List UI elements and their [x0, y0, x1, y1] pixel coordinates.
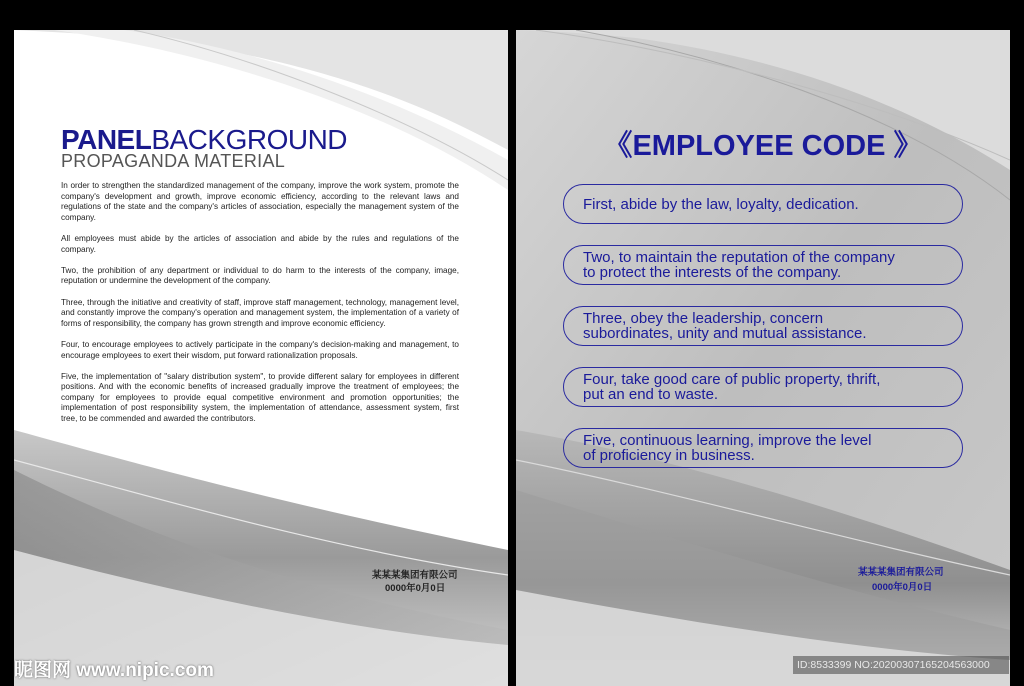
paragraph: Three, through the initiative and creativity of staff, improve staff management, technology, management level, and constantly improve the company's operation and management system, the implementation of a variety of forms of responsibility, the company has grown strength and improve economic efficiency.	[61, 297, 459, 328]
code-line-2: of proficiency in business.	[583, 447, 755, 464]
date-text: 0000年0月0日	[385, 583, 446, 594]
paragraph: Two, the prohibition of any department or individual to do harm to the interests of the company, image, reputation or undermine the development of the company.	[61, 265, 459, 286]
panel-title-rest: BACKGROUND	[151, 124, 348, 155]
right-panel	[516, 30, 1010, 686]
code-item	[563, 306, 963, 346]
company-name: 某某某集团有限公司	[372, 570, 458, 581]
code-item	[563, 184, 963, 224]
code-line-1: Five, continuous learning, improve the level	[583, 432, 872, 449]
code-line-1: Four, take good care of public property, thrift,	[583, 371, 881, 388]
company-name: 某某某集团有限公司	[858, 567, 944, 578]
site-watermark: 昵图网 www.nipic.com	[14, 660, 214, 681]
left-panel	[14, 30, 508, 686]
body-text	[61, 181, 459, 435]
panel-subtitle: PROPAGANDA MATERIAL	[61, 151, 286, 171]
code-item	[563, 367, 963, 407]
panel-title-bold: PANEL	[61, 124, 152, 155]
date-text: 0000年0月0日	[872, 582, 933, 593]
paragraph: All employees must abide by the articles of association and abide by the rules and regulations of the company.	[61, 233, 459, 254]
code-line-1: Three, obey the leadership, concern	[583, 310, 824, 327]
code-line-1: First, abide by the law, loyalty, dedication.	[583, 195, 859, 213]
code-line-2: put an end to waste.	[583, 386, 719, 403]
code-item	[563, 428, 963, 468]
paragraph: Five, the implementation of "salary distribution system", to provide different salary for employees in different positions. And with the economic benefits of increased gradually improve the treatment of employees; the company for employees to provide equal competitive environment and promotion opportunities; the implementation of post responsibility system, the implementation of attendance, assessment system, first tree, to be commended and awarded the contributors.	[61, 371, 459, 424]
code-line-2: to protect the interests of the company.	[583, 264, 842, 281]
id-watermark: ID:8533399 NO:20200307165204563000	[793, 656, 1009, 674]
paragraph: Four, to encourage employees to actively participate in the company's decision-making and management, to encourage employees to exert their wisdom, put forward rationalization proposals.	[61, 339, 459, 360]
code-line-2: subordinates, unity and mutual assistance.	[583, 325, 867, 342]
employee-code-title: 《EMPLOYEE CODE 》	[603, 130, 923, 162]
code-item	[563, 245, 963, 285]
code-line-1: Two, to maintain the reputation of the company	[583, 249, 895, 266]
paragraph: In order to strengthen the standardized management of the company, improve the work system, promote the company's development and growth, improve economic efficiency, according to the relevant laws and regulations of the state and the company's articles of association, especially the management system of the company.	[61, 181, 459, 222]
